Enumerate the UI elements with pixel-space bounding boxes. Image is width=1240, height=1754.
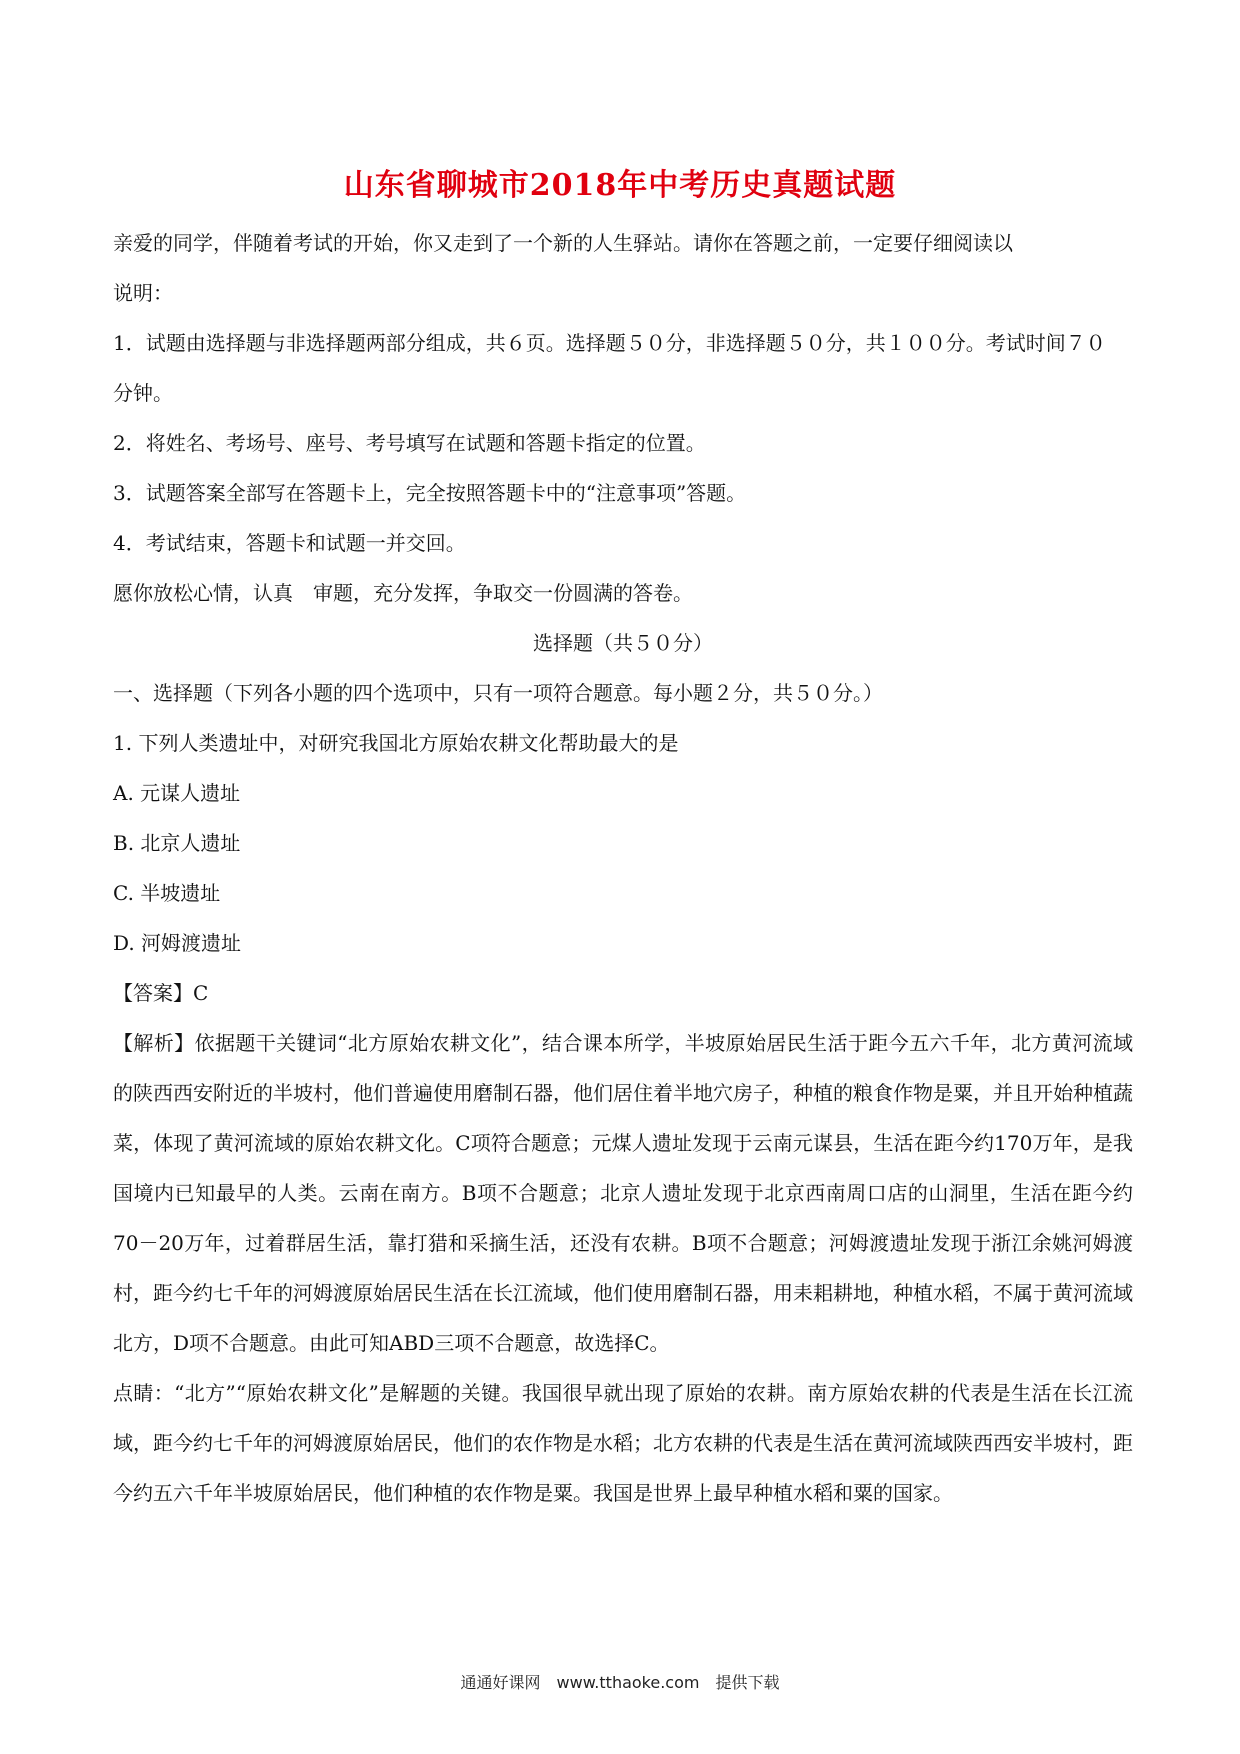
wish-text: 愿你放松心情，认真 审题，充分发挥，争取交一份圆满的答卷。	[113, 581, 693, 605]
question-1	[113, 718, 1133, 1518]
download-footer: 通通好课网 www.tthaoke.com 提供下载	[460, 1673, 780, 1692]
rule-3: 3．试题答案全部写在答题卡上，完全按照答题卡中的“注意事项”答题。	[113, 481, 747, 505]
intro-line-2: 说明：	[113, 281, 173, 305]
option-a: A. 元谋人遗址	[113, 781, 241, 805]
option-b: B. 北京人遗址	[113, 831, 241, 855]
section-title: 选择题（共５０分）	[533, 631, 713, 655]
option-c: C. 半坡遗址	[113, 881, 221, 905]
exam-content	[113, 218, 1133, 1518]
comment-paragraph: 点睛：“北方”“原始农耕文化”是解题的关键。我国很早就出现了原始的农耕。南方原始农耕的代表是生活在长江流域，距今约七千年的河姆渡原始居民，他们的农作物是水稻；北方农耕的代表是生活在黄河流域陕西西安半坡村，距今约五六千年半坡原始居民，他们种植的农作物是粟。我国是世界上最早种植水稻和粟的国家。	[113, 1381, 1133, 1505]
answer-line: 【答案】C	[113, 981, 209, 1005]
analysis-paragraph: 【解析】依据题干关键词“北方原始农耕文化”，结合课本所学，半坡原始居民生活于距今五六千年，北方黄河流域的陕西西安附近的半坡村，他们普遍使用磨制石器，他们居住着半地穴房子，种植的粮食作物是粟，并且开始种植蔬菜，体现了黄河流域的原始农耕文化。C项符合题意；元煤人遗址发现于云南元谋县，生活在距今约170万年，是我国境内已知最早的人类。云南在南方。B项不合题意；北京人遗址发现于北京西南周口店的山洞里，生活在距今约70－20万年，过着群居生活，靠打猎和采摘生活，还没有农耕。B项不合题意；河姆渡遗址发现于浙江余姚河姆渡村，距今约七千年的河姆渡原始居民生活在长江流域，他们使用磨制石器，用耒耜耕地，种植水稻，不属于黄河流域北方，D项不合题意。由此可知ABD三项不合题意，故选择C。	[113, 1031, 1133, 1355]
intro-line-1: 亲爱的同学，伴随着考试的开始，你又走到了一个新的人生驿站。请你在答题之前，一定要仔细阅读以	[113, 231, 1013, 255]
section-instruction: 一、选择题（下列各小题的四个选项中，只有一项符合题意。每小题２分，共５０分。）	[113, 681, 883, 705]
option-d: D. 河姆渡遗址	[113, 931, 242, 955]
question-stem: 1. 下列人类遗址中，对研究我国北方原始农耕文化帮助最大的是	[113, 731, 679, 755]
rule-2: 2．将姓名、考场号、座号、考号填写在试题和答题卡指定的位置。	[113, 431, 706, 455]
rule-1-line-1: 1．试题由选择题与非选择题两部分组成，共６页。选择题５０分，非选择题５０分，共１００分。考试时间７０	[113, 331, 1106, 355]
page-title: 山东省聊城市2018年中考历史真题试题	[343, 168, 897, 203]
rule-4: 4．考试结束，答题卡和试题一并交回。	[113, 531, 466, 555]
rule-1-line-2: 分钟。	[113, 381, 173, 405]
